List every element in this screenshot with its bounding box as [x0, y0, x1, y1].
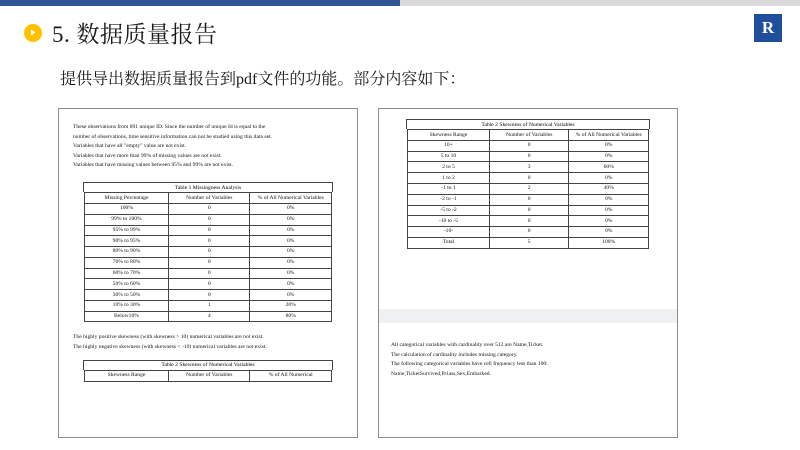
table-cell: 0	[168, 204, 250, 215]
table-cell: 90% to 95%	[85, 236, 169, 247]
table-header-cell: Number of Variables	[489, 130, 569, 141]
table-row	[85, 236, 332, 247]
table-cell: 0	[489, 227, 569, 238]
table-cell: 0%	[250, 204, 332, 215]
table-cell: 0	[489, 205, 569, 216]
table-cell: 0	[168, 247, 250, 258]
table-cell: 1 to 2	[408, 173, 490, 184]
paragraph-line: Name,TicketSurvived,Pclass,Sex,Embarked.	[391, 370, 491, 377]
paragraph-line: The calculation of cardinality includes missing category.	[391, 351, 518, 358]
table-row	[85, 311, 332, 322]
table-cell: 1	[168, 300, 250, 311]
table-cell: 0	[168, 214, 250, 225]
brand-logo: R	[754, 14, 782, 42]
table-cell: 0	[489, 151, 569, 162]
table-row	[85, 257, 332, 268]
table-cell: 20%	[250, 300, 332, 311]
chevron-right-icon	[24, 24, 42, 42]
table-cell: 95% to 99%	[85, 225, 169, 236]
table-cell: 40%	[569, 184, 649, 195]
table-row	[85, 300, 332, 311]
paragraph-line: Variables that have all "empty" value are not exist.	[73, 143, 187, 150]
table-cell: 10+	[408, 140, 490, 151]
table-row	[85, 225, 332, 236]
paragraph-line: These observations from 891 unique ID. Since the number of unique Id is equal to the	[73, 124, 266, 130]
table-cell: 0	[168, 236, 250, 247]
table-cell: 70% to 80%	[85, 257, 169, 268]
table-cell: -10-	[408, 227, 490, 238]
page-title: 5. 数据质量报告	[52, 22, 218, 47]
categorical-summary-block	[391, 341, 667, 379]
paragraph-line: number of observations, time sensitive information can not be studied using this data set.	[73, 133, 273, 140]
table-row	[85, 279, 332, 290]
table-header-cell: Skewness Range	[408, 130, 490, 141]
table-cell: 0	[489, 216, 569, 227]
report-page-right[interactable]	[378, 108, 678, 438]
table-cell: 5 to 10	[408, 151, 490, 162]
table-cell: 0%	[250, 257, 332, 268]
table-cell: 0%	[250, 214, 332, 225]
table2-partial-caption: Table 2 Skewness of Numerical Variables	[83, 360, 333, 370]
table2-caption: Table 2 Skewness of Numerical Variables	[406, 119, 650, 129]
table-row	[85, 247, 332, 258]
table-cell: -1 to 1	[408, 184, 490, 195]
paragraph-line: Variables that have more than 99% of missing values are not exist.	[73, 152, 222, 159]
table-cell: 0	[168, 279, 250, 290]
table-row	[408, 227, 649, 238]
table-row	[408, 173, 649, 184]
table-cell: Total	[408, 237, 490, 248]
paragraph-line: The highly negative skewness (with skewness < -10) numerical variables are not exist.	[73, 344, 267, 351]
table-cell: 50% to 60%	[85, 279, 169, 290]
table-row	[408, 216, 649, 227]
table-cell: 0%	[569, 227, 649, 238]
table-header-cell: Number of Variables	[168, 193, 250, 204]
table-row	[408, 237, 649, 248]
table-header-row	[85, 193, 332, 204]
slide-title-row	[24, 16, 218, 49]
table-cell: 0	[168, 290, 250, 301]
table-header-cell: % of All Numerical Variables	[250, 193, 332, 204]
skewness-table-partial	[84, 370, 332, 382]
table-cell: 0%	[569, 151, 649, 162]
table-row	[408, 184, 649, 195]
table-cell: 0	[168, 225, 250, 236]
table-cell: 4	[168, 311, 250, 322]
table-cell: 10% to 30%	[85, 300, 169, 311]
table-row	[408, 205, 649, 216]
table-cell: 60%	[569, 162, 649, 173]
missingness-analysis-table	[84, 192, 332, 322]
table-header-row	[85, 370, 332, 381]
paragraph-line: Variables that have missing values between 95% and 99% are not exist.	[73, 162, 233, 169]
table-cell: 5	[489, 237, 569, 248]
table-row	[408, 162, 649, 173]
skewness-of-numerical-variables-table	[407, 129, 649, 248]
table-cell: 0%	[250, 290, 332, 301]
report-preview-pages	[58, 108, 748, 438]
table-cell: -10 to -5	[408, 216, 490, 227]
table-cell: 0%	[569, 216, 649, 227]
table-cell: 0%	[250, 225, 332, 236]
report-page-left[interactable]	[58, 108, 358, 438]
table-cell: 0%	[250, 268, 332, 279]
table-cell: 99% to 100%	[85, 214, 169, 225]
table-cell: 0	[168, 257, 250, 268]
table-header-cell: Number of Variables	[168, 370, 250, 381]
table-header-row	[408, 130, 649, 141]
table-cell: 2	[489, 184, 569, 195]
table-cell: 60% to 70%	[85, 268, 169, 279]
table1-caption: Table 1 Missingness Analysis	[83, 182, 333, 192]
table-cell: 0%	[569, 194, 649, 205]
table-row	[408, 140, 649, 151]
table-cell: 0	[168, 268, 250, 279]
table-cell: 0%	[569, 140, 649, 151]
table-header-cell: % of All Numerical Variables	[569, 130, 649, 141]
table-header-cell: Missing Percentage	[85, 193, 169, 204]
table-cell: 0	[489, 140, 569, 151]
table-cell: 0%	[250, 279, 332, 290]
paragraph-line: The following categorical variables have cell frequency less than 100:	[391, 361, 548, 368]
table-cell: 80% to 90%	[85, 247, 169, 258]
table-row	[408, 194, 649, 205]
table-cell: -5 to -2	[408, 205, 490, 216]
table-cell: 0	[489, 173, 569, 184]
paragraph-line: The highly positive skewness (with skewness > 10) numerical variables are not exist.	[73, 334, 264, 341]
table-row	[85, 268, 332, 279]
table-row	[85, 290, 332, 301]
table-cell: Below10%	[85, 311, 169, 322]
table-cell: 0	[489, 194, 569, 205]
paragraph-line: All categorical variables with cardinality over 512 are Name,Ticket.	[391, 342, 544, 348]
table-cell: 0%	[569, 205, 649, 216]
table-cell: 2 to 5	[408, 162, 490, 173]
table-cell: -2 to -1	[408, 194, 490, 205]
table-row	[85, 204, 332, 215]
table-row	[85, 214, 332, 225]
table-cell: 100%	[569, 237, 649, 248]
slide-subtitle: 提供导出数据质量报告到pdf文件的功能。部分内容如下：	[60, 71, 466, 88]
table-cell: 0%	[250, 247, 332, 258]
table-cell: 30% to 50%	[85, 290, 169, 301]
table-cell: 100%	[85, 204, 169, 215]
table-cell: 80%	[250, 311, 332, 322]
table-header-cell: Skewness Range	[85, 370, 169, 381]
table-cell: 3	[489, 162, 569, 173]
top-bar-accent	[0, 0, 400, 6]
page-break-divider	[379, 309, 677, 323]
table-header-cell: % of All Numerical	[250, 370, 332, 381]
table-cell: 0%	[250, 236, 332, 247]
table-row	[408, 151, 649, 162]
table-cell: 0%	[569, 173, 649, 184]
